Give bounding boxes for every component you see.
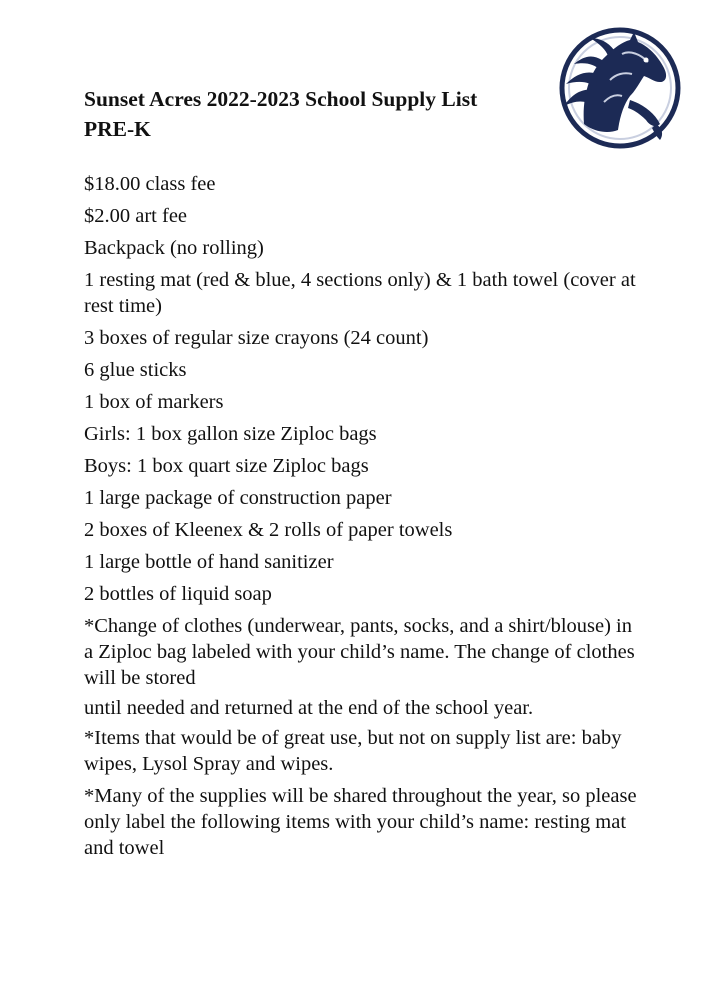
title-line-2: PRE-K (84, 117, 151, 141)
list-item: 3 boxes of regular size crayons (24 count) (84, 327, 429, 349)
list-item: 2 boxes of Kleenex & 2 rolls of paper towels (84, 519, 453, 541)
list-item: 2 bottles of liquid soap (84, 583, 272, 605)
list-item: *Many of the supplies will be shared throughout the year, so please only label the following items with your child’s name: resting mat and towel (84, 785, 637, 859)
list-item: *Items that would be of great use, but not on supply list are: baby wipes, Lysol Spray and wipes. (84, 727, 622, 775)
mustang-horse-logo-icon (544, 20, 684, 160)
supply-list (84, 168, 644, 864)
list-item: $2.00 art fee (84, 205, 188, 227)
list-item: Girls: 1 box gallon size Ziploc bags (84, 423, 377, 445)
list-item: *Change of clothes (underwear, pants, socks, and a shirt/blouse) in a Ziploc bag labeled with your child’s name. The change of clothes will be stored (84, 615, 635, 689)
list-item: Boys: 1 box quart size Ziploc bags (84, 455, 369, 477)
list-item: Backpack (no rolling) (84, 237, 264, 259)
list-item: 1 large package of construction paper (84, 487, 392, 509)
list-item: $18.00 class fee (84, 173, 216, 195)
title-line-1: Sunset Acres 2022-2023 School Supply List (84, 87, 478, 111)
list-item: 1 large bottle of hand sanitizer (84, 551, 334, 573)
page-title (84, 84, 477, 144)
list-item: 1 resting mat (red & blue, 4 sections only) & 1 bath towel (cover at rest time) (84, 269, 636, 317)
list-item: 6 glue sticks (84, 359, 187, 381)
list-item: until needed and returned at the end of the school year. (84, 697, 534, 719)
list-item: 1 box of markers (84, 391, 224, 413)
